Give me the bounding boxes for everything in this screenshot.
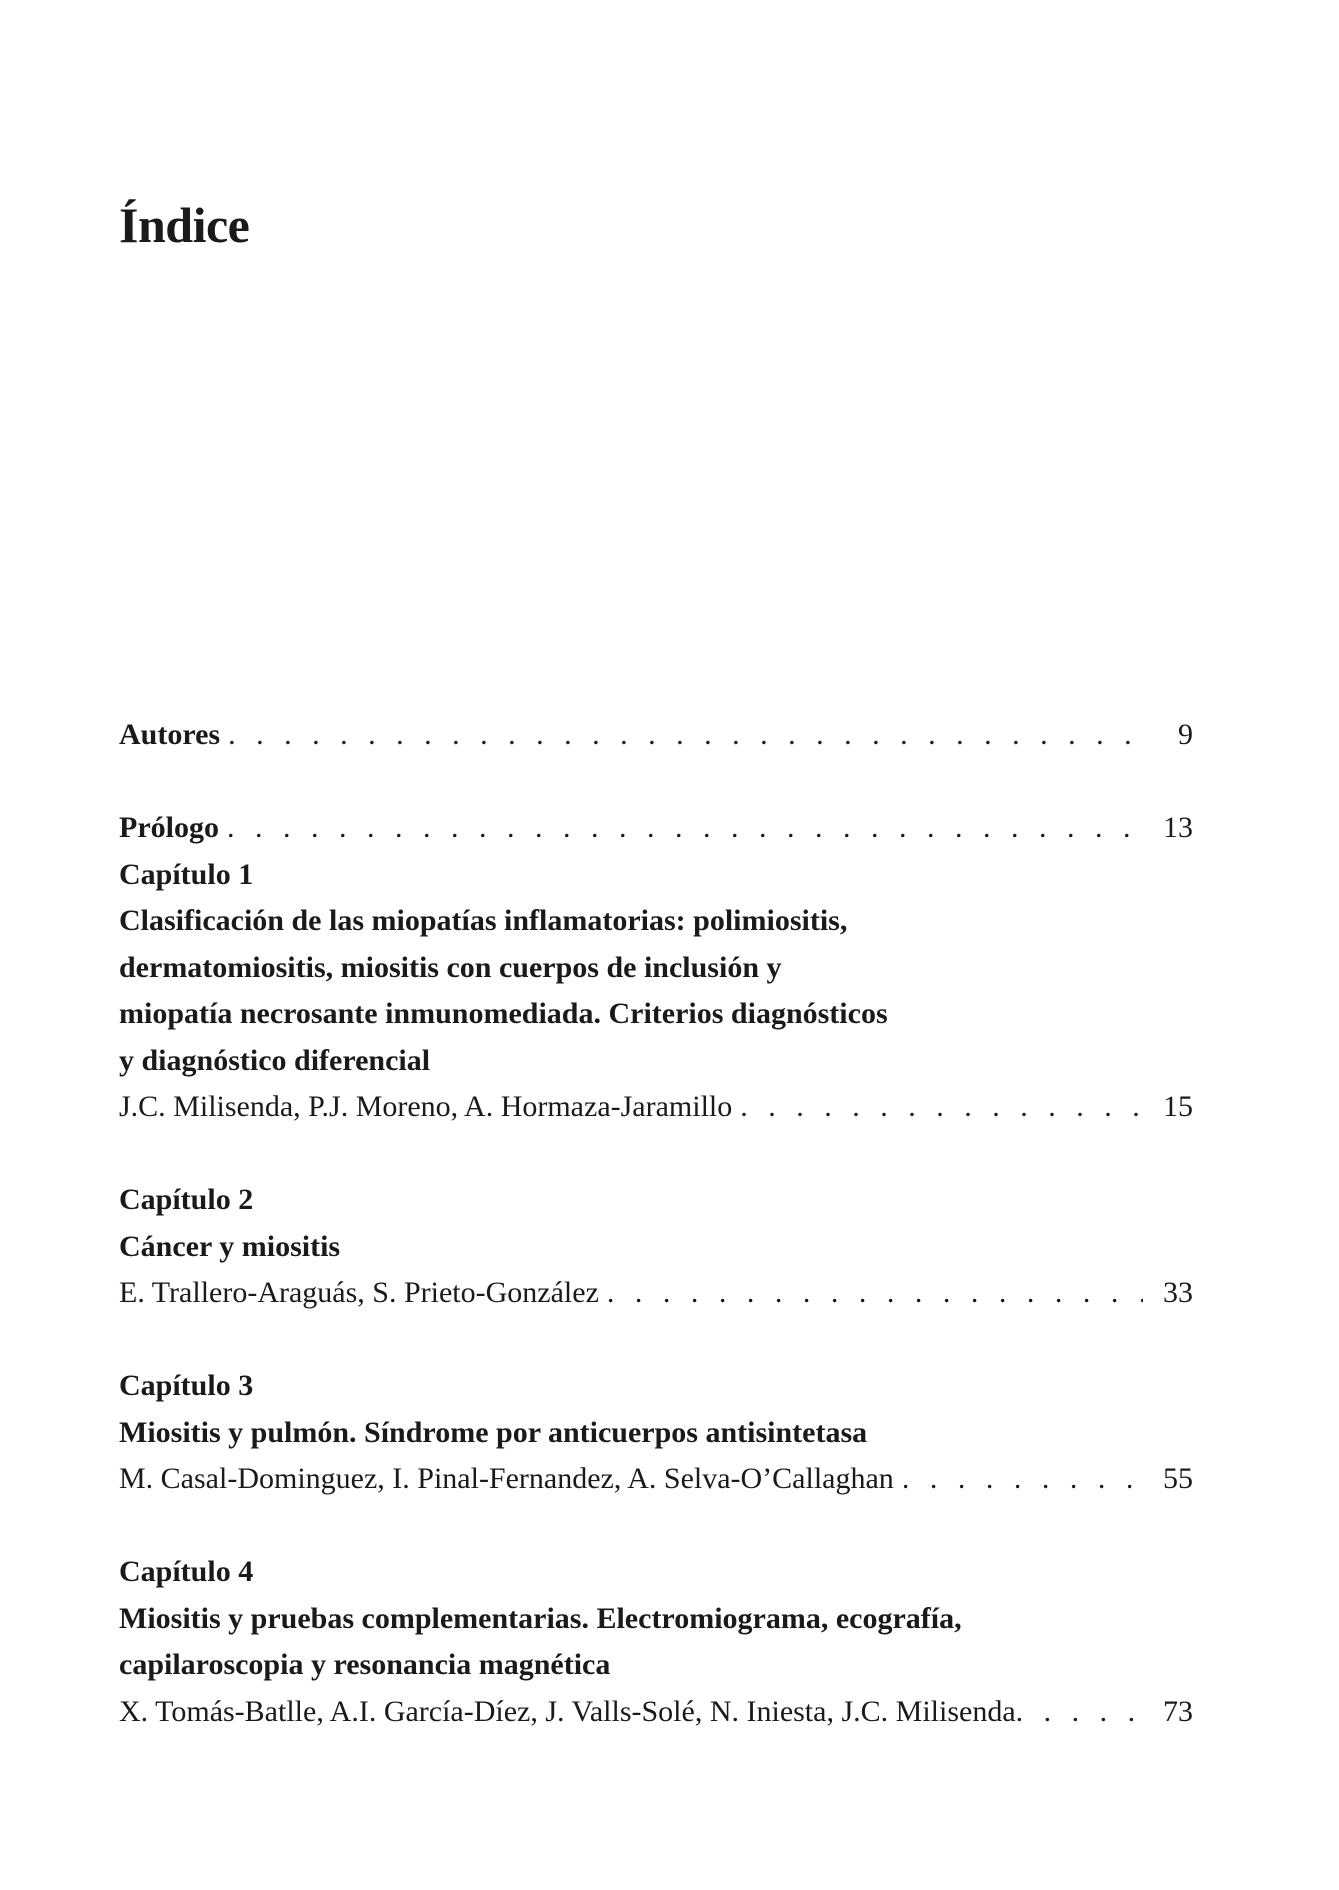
chapter-authors: X. Tomás-Batlle, A.I. García-Díez, J. Valls-Solé, N. Iniesta, J.C. Milisenda (119, 1694, 1016, 1728)
toc-entry-chapter-4[interactable] (119, 1689, 1193, 1736)
dot-leader (902, 1456, 1143, 1503)
page-number: 9 (1178, 718, 1193, 751)
toc-entry-label: Autores (119, 718, 221, 751)
chapter-title-line: dermatomiositis, miositis con cuerpos de inclusión y (119, 950, 782, 984)
chapter-heading: Capítulo 4 (119, 1555, 254, 1588)
chapter-title-line: y diagnóstico diferencial (119, 1043, 431, 1077)
chapter-heading: Capítulo 3 (119, 1369, 254, 1402)
spacer (119, 1131, 1193, 1178)
chapter-heading: Capítulo 1 (119, 857, 254, 891)
chapter-title-line: Clasificación de las miopatías inflamatorias: polimiositis, (119, 904, 848, 937)
page-number: 73 (1163, 1694, 1193, 1728)
chapter-title-line: Miositis y pulmón. Síndrome por anticuerpos antisintetasa (119, 1415, 868, 1449)
chapter-authors: J.C. Milisenda, P.J. Moreno, A. Hormaza-Jaramillo (119, 1090, 733, 1123)
page-number: 15 (1163, 1090, 1193, 1123)
page-number: 33 (1163, 1276, 1193, 1309)
toc-entry-autores[interactable] (119, 712, 1193, 759)
dot-leader (607, 1270, 1143, 1317)
dot-leader (227, 805, 1143, 852)
toc-entry-label: Prólogo (119, 811, 219, 844)
spacer (119, 1503, 1193, 1550)
spacer (119, 759, 1193, 806)
page-title: Índice (119, 197, 250, 253)
chapter-title-line: Cáncer y miositis (119, 1229, 341, 1263)
chapter-title-line: miopatía necrosante inmunomediada. Criterios diagnósticos (119, 997, 888, 1030)
table-of-contents (119, 712, 1193, 1735)
chapter-title-line: Miositis y pruebas complementarias. Electromiograma, ecografía, (119, 1601, 962, 1635)
chapter-heading: Capítulo 2 (119, 1183, 254, 1216)
toc-entry-prologo[interactable] (119, 805, 1193, 852)
chapter-title-line: capilaroscopia y resonancia magnética (119, 1648, 611, 1681)
dot-leader (740, 1084, 1143, 1131)
chapter-authors: M. Casal-Dominguez, I. Pinal-Fernandez, A. Selva-O’Callaghan (119, 1462, 894, 1495)
page-number: 13 (1163, 811, 1193, 844)
spacer (119, 1317, 1193, 1364)
dot-leader (1016, 1689, 1153, 1736)
page-number: 55 (1163, 1462, 1193, 1495)
toc-entry-chapter-3[interactable] (119, 1456, 1193, 1503)
toc-entry-chapter-2[interactable] (119, 1270, 1193, 1317)
dot-leader (228, 712, 1143, 759)
chapter-authors: E. Trallero-Araguás, S. Prieto-González (119, 1276, 599, 1309)
toc-entry-chapter-1[interactable] (119, 1084, 1193, 1131)
